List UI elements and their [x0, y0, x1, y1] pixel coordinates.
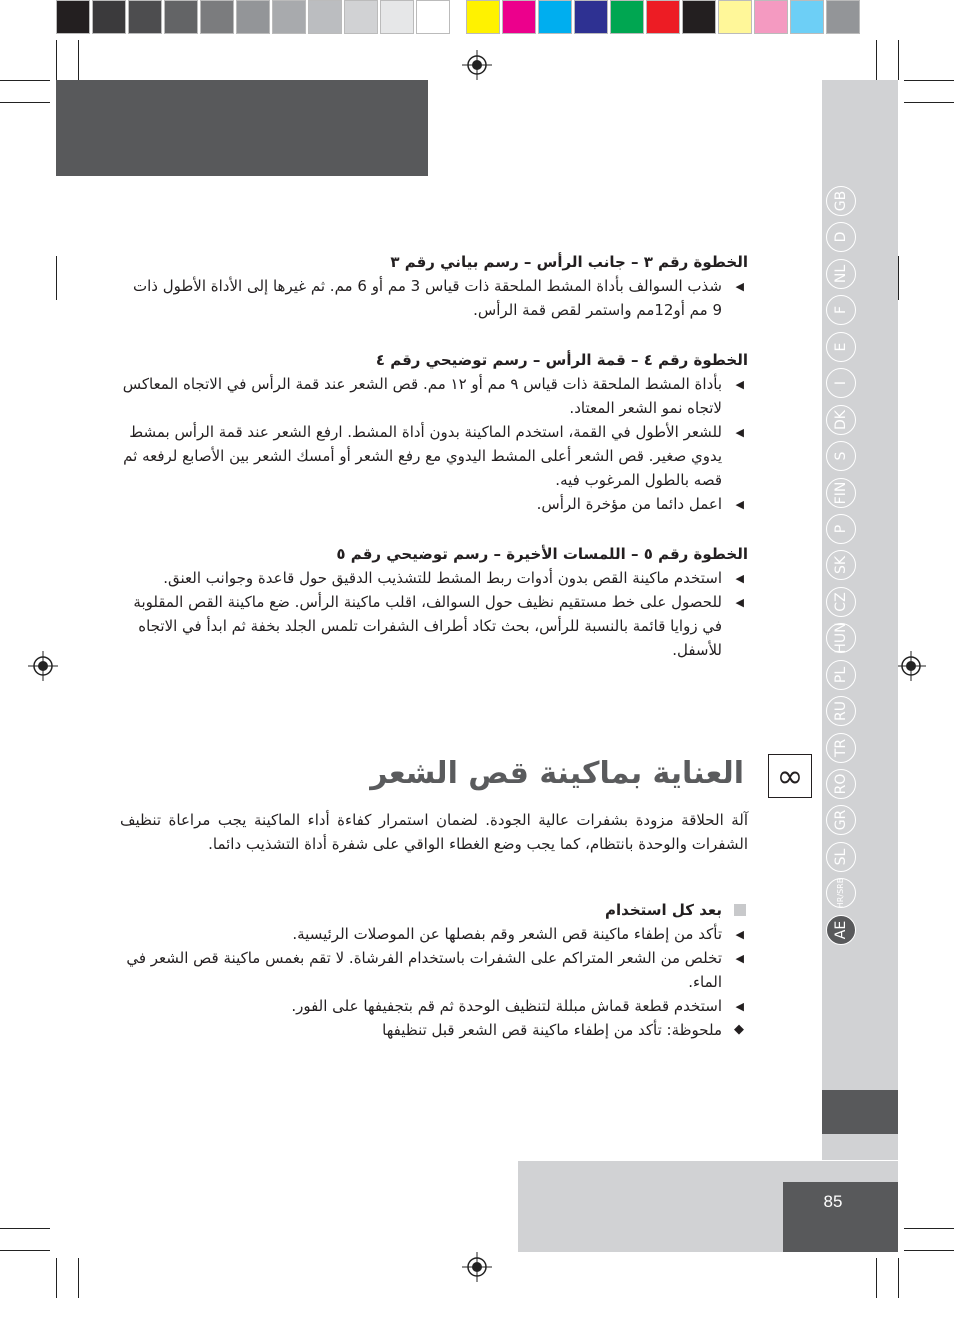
language-tab-dk[interactable]: DK [826, 405, 856, 435]
list-item: ◀ تأكد من إطفاء ماكينة قص الشعر وقم بفصلها عن الموصلات الرئيسية. [120, 922, 748, 946]
step-bullets [120, 274, 748, 322]
step-heading: الخطوة رقم ٥ – اللمسات الأخيرة – رسم توضيحي رقم ٥ [336, 545, 748, 563]
crop-mark [898, 1258, 899, 1298]
gray-swatch [308, 0, 342, 34]
bullet-triangle-icon: ◀ [735, 498, 744, 511]
gray-swatch [128, 0, 162, 34]
crop-mark [898, 40, 899, 80]
language-tab-pl[interactable]: PL [826, 660, 856, 690]
care-intro-paragraph: آلة الحلاقة مزودة بشفرات عالية الجودة. لضمان استمرار كفاءة أداء الماكينة يجب مراعاة تنظيف الشفرات والوحدة بانتظام، كما يجب وضع الغطاء الواقي على شفرة أداة التشذيب دائما. [120, 811, 748, 853]
crop-mark [904, 102, 954, 103]
care-section-header [300, 752, 812, 798]
language-tab-f[interactable]: F [826, 295, 856, 325]
language-tab-d[interactable]: D [826, 222, 856, 252]
step-heading: الخطوة رقم ٣ – جانب الرأس – رسم بياني رقم ٣ [390, 253, 748, 271]
warning-diamond-icon: ◆ [734, 1022, 744, 1037]
color-swatch [682, 0, 716, 34]
registration-mark-icon [462, 50, 492, 80]
crop-mark [78, 40, 79, 80]
color-swatch [754, 0, 788, 34]
language-tab-hun[interactable]: HUN [826, 623, 856, 653]
language-tab-s[interactable]: S [826, 441, 856, 471]
gray-swatch [200, 0, 234, 34]
language-tab-ro[interactable]: RO [826, 769, 856, 799]
step-4 [120, 348, 748, 516]
crop-mark [876, 1258, 877, 1298]
language-tab-p[interactable]: P [826, 514, 856, 544]
bullet-triangle-icon: ◀ [735, 572, 744, 585]
gray-swatch [380, 0, 414, 34]
bullet-triangle-icon: ◀ [735, 426, 744, 439]
list-item: ◀ اعمل دائما من مؤخرة الرأس. [120, 492, 748, 516]
language-tab-hr-srb[interactable]: HR/SRB [826, 878, 856, 908]
bullet-triangle-icon: ◀ [735, 952, 744, 965]
color-swatch [790, 0, 824, 34]
gray-swatch [344, 0, 378, 34]
language-tab-i[interactable]: I [826, 368, 856, 398]
gray-swatch [164, 0, 198, 34]
step-bullets [120, 372, 748, 516]
crop-mark [56, 1258, 57, 1298]
registration-mark-icon [462, 1252, 492, 1282]
language-tab-gr[interactable]: GR [826, 805, 856, 835]
language-tab-tr[interactable]: TR [826, 733, 856, 763]
color-swatch [466, 0, 500, 34]
language-tab-e[interactable]: E [826, 332, 856, 362]
color-swatch [718, 0, 752, 34]
list-item: ◀ بأداة المشط الملحقة ذات قياس ٩ مم أو ١٢ مم. قص الشعر عند قمة الرأس في الاتجاه المعاكس لاتجاه نمو الشعر المعتاد. [122, 375, 744, 417]
crop-mark [904, 1250, 954, 1251]
crop-mark [0, 102, 50, 103]
bullet-triangle-icon: ◀ [735, 596, 744, 609]
crop-mark [0, 1228, 50, 1229]
bullet-triangle-icon: ◀ [735, 928, 744, 941]
step-bullets [120, 566, 748, 662]
after-use-bullets [120, 922, 748, 1042]
crop-mark [898, 256, 899, 300]
color-swatch [502, 0, 536, 34]
list-item: ◀ تخلص من الشعر المتراكم على الشفرات باستخدام الفرشاة. لا تقم بغمس ماكينة قص الشعر في الماء. [126, 949, 744, 991]
gray-swatch [236, 0, 270, 34]
section-title: العناية بماكينة قص الشعر [370, 756, 744, 791]
language-tab-sl[interactable]: SL [826, 842, 856, 872]
language-tab-ae[interactable]: AE [826, 915, 856, 945]
language-tab-nl[interactable]: NL [826, 259, 856, 289]
color-swatch [646, 0, 680, 34]
crop-mark [78, 1258, 79, 1298]
bullet-triangle-icon: ◀ [735, 280, 744, 293]
crop-mark [876, 40, 877, 80]
registration-mark-icon [28, 651, 58, 681]
crop-mark [0, 1250, 50, 1251]
gray-swatch [56, 0, 90, 34]
crop-mark [56, 256, 57, 300]
language-tab-gb[interactable]: GB [826, 186, 856, 216]
instruction-steps [120, 250, 748, 662]
language-tab-cz[interactable]: CZ [826, 587, 856, 617]
language-active-highlight [822, 1090, 898, 1134]
language-tab-ru[interactable]: RU [826, 696, 856, 726]
crop-mark [0, 80, 50, 81]
color-swatch [574, 0, 608, 34]
registration-mark-icon [896, 651, 926, 681]
square-bullet-icon [734, 904, 746, 916]
language-tab-list [826, 186, 866, 951]
list-item: ◀ للشعر الأطول في القمة، استخدم الماكينة بدون أداة المشط. ارفع الشعر عند قمة الرأس بمشط يدوي صغير. قص الشعر أعلى المشط اليدوي مع رفع الشعر أو أمسك الشعر بين الأصابع لرفعه ثم قصه بالطول المرغوب فيه. [123, 423, 744, 489]
header-block [56, 80, 428, 176]
list-item: ◀ استخدم قطعة قماش مبللة لتنظيف الوحدة ثم قم بتجفيفها على الفور. [120, 994, 748, 1018]
after-use-section [120, 898, 748, 1042]
color-calibration-bar [56, 0, 862, 38]
note-item: ◆ ملحوظة: تأكد من إطفاء ماكينة قص الشعر قبل تنظيفها [120, 1018, 748, 1042]
gray-swatch [92, 0, 126, 34]
gray-swatch [416, 0, 450, 34]
gray-swatch [272, 0, 306, 34]
list-item: ◀ للحصول على خط مستقيم نظيف حول السوالف، اقلب ماكينة الرأس. ضع ماكينة القص المقلوبة في زوايا قائمة بالنسبة للرأس، بحث تكاد أطراف الشفرات تلمس الجلد بخفة ثم ابدأ في الاتجاه للأسفل. [133, 593, 744, 659]
list-item: ◀ شذب السوالف بأداة المشط الملحقة ذات قياس 3 مم أو 6 مم. ثم غيرها إلى الأداة الأطول ذات 9 مم أو12مم واستمر لقص قمة الرأس. [132, 277, 744, 319]
step-heading: الخطوة رقم ٤ – قمة الرأس – رسم توضيحي رقم ٤ [375, 351, 748, 369]
bullet-triangle-icon: ◀ [735, 378, 744, 391]
list-item: ◀ استخدم ماكينة القص بدون أدوات ربط المشط للتشذيب الدقيق حول قاعدة وجوانب العنق. [120, 566, 748, 590]
infinity-icon: ∞ [768, 754, 812, 798]
color-swatch [826, 0, 860, 34]
page-number: 85 [823, 1192, 843, 1211]
crop-mark [56, 40, 57, 80]
language-tab-fin[interactable]: FIN [826, 478, 856, 508]
bullet-triangle-icon: ◀ [735, 1000, 744, 1013]
language-tab-sk[interactable]: SK [826, 550, 856, 580]
step-5 [120, 542, 748, 662]
crop-mark [904, 1228, 954, 1229]
color-swatch [610, 0, 644, 34]
color-swatch [538, 0, 572, 34]
step-3 [120, 250, 748, 322]
crop-mark [904, 80, 954, 81]
subsection-heading: بعد كل استخدام [120, 898, 748, 922]
